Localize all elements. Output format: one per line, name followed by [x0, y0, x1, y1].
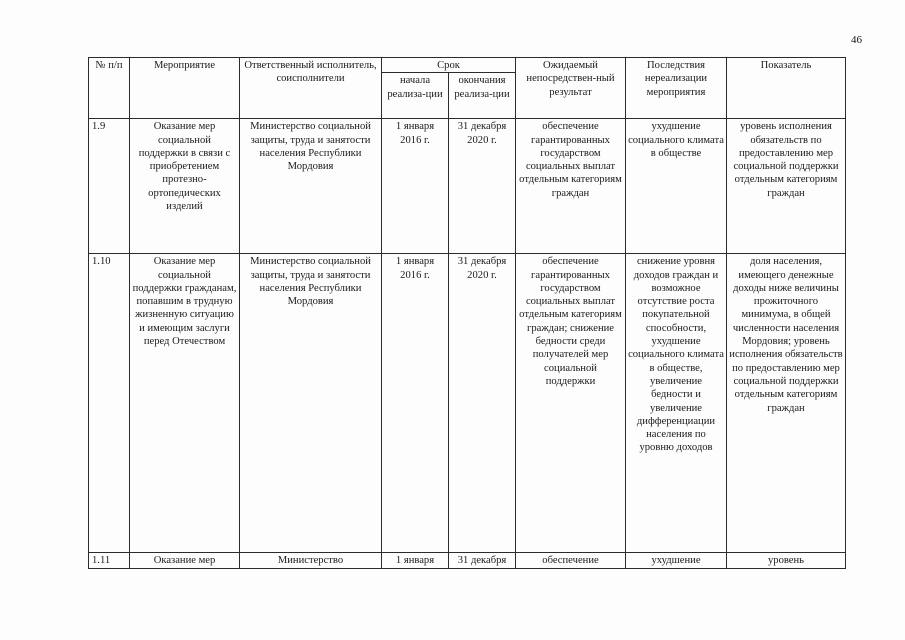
row-num: 1.10: [89, 254, 130, 553]
row-consequences: ухудшение: [626, 553, 727, 568]
row-start: 1 января: [382, 553, 449, 568]
row-event: Оказание мер социальной поддержки гражданам, попавшим в трудную жизненную ситуацию и имеющим заслуги перед Отечеством: [130, 254, 240, 553]
page-number: 46: [851, 34, 862, 46]
row-end: 31 декабря 2020 г.: [449, 119, 516, 254]
header-event: Мероприятие: [130, 58, 240, 119]
header-num: № п/п: [89, 58, 130, 119]
row-indicator: уровень: [727, 553, 846, 568]
row-indicator: доля населения, имеющего денежные доходы ниже величины прожиточного минимума, в общей численности населения Мордовия; уровень исполнения обязательств по предоставлению мер социальной поддержки отдельным категориям граждан: [727, 254, 846, 553]
header-term-end: окончания реализа-ции: [449, 73, 516, 119]
header-term-start: начала реализа-ции: [382, 73, 449, 119]
row-consequences: ухудшение социального климата в обществе: [626, 119, 727, 254]
header-term: Срок: [382, 58, 516, 73]
table-row: [89, 254, 846, 553]
header-responsible: Ответственный исполнитель, соисполнители: [240, 58, 382, 119]
row-expected: обеспечение: [516, 553, 626, 568]
row-end: 31 декабря 2020 г.: [449, 254, 516, 553]
row-responsible: Министерство: [240, 553, 382, 568]
row-expected: обеспечение гарантированных государством социальных выплат отдельным категориям граждан: [516, 119, 626, 254]
row-responsible: Министерство социальной защиты, труда и занятости населения Республики Мордовия: [240, 254, 382, 553]
header-expected: Ожидаемый непосредствен-ный результат: [516, 58, 626, 119]
header-row: [89, 58, 846, 73]
table-row: [89, 119, 846, 254]
row-end: 31 декабря: [449, 553, 516, 568]
row-responsible: Министерство социальной защиты, труда и занятости населения Республики Мордовия: [240, 119, 382, 254]
header-indicator: Показатель: [727, 58, 846, 119]
row-event: Оказание мер социальной поддержки в связи с приобретением протезно-ортопедических изделий: [130, 119, 240, 254]
row-num: 1.11: [89, 553, 130, 568]
header-consequences: Последствия нереализации мероприятия: [626, 58, 727, 119]
measures-table: [88, 57, 846, 569]
row-start: 1 января 2016 г.: [382, 254, 449, 553]
table-row: [89, 553, 846, 568]
row-num: 1.9: [89, 119, 130, 254]
row-consequences: снижение уровня доходов граждан и возможное отсутствие роста покупательной способности, ухудшение социального климата в обществе, увеличение бедности и увеличение дифференциации населения по уровню доходов: [626, 254, 727, 553]
row-indicator: уровень исполнения обязательств по предоставлению мер социальной поддержки отдельным категориям граждан: [727, 119, 846, 254]
row-expected: обеспечение гарантированных государством социальных выплат отдельным категориям граждан; снижение бедности среди получателей мер социальной поддержки: [516, 254, 626, 553]
row-start: 1 января 2016 г.: [382, 119, 449, 254]
row-event: Оказание мер: [130, 553, 240, 568]
